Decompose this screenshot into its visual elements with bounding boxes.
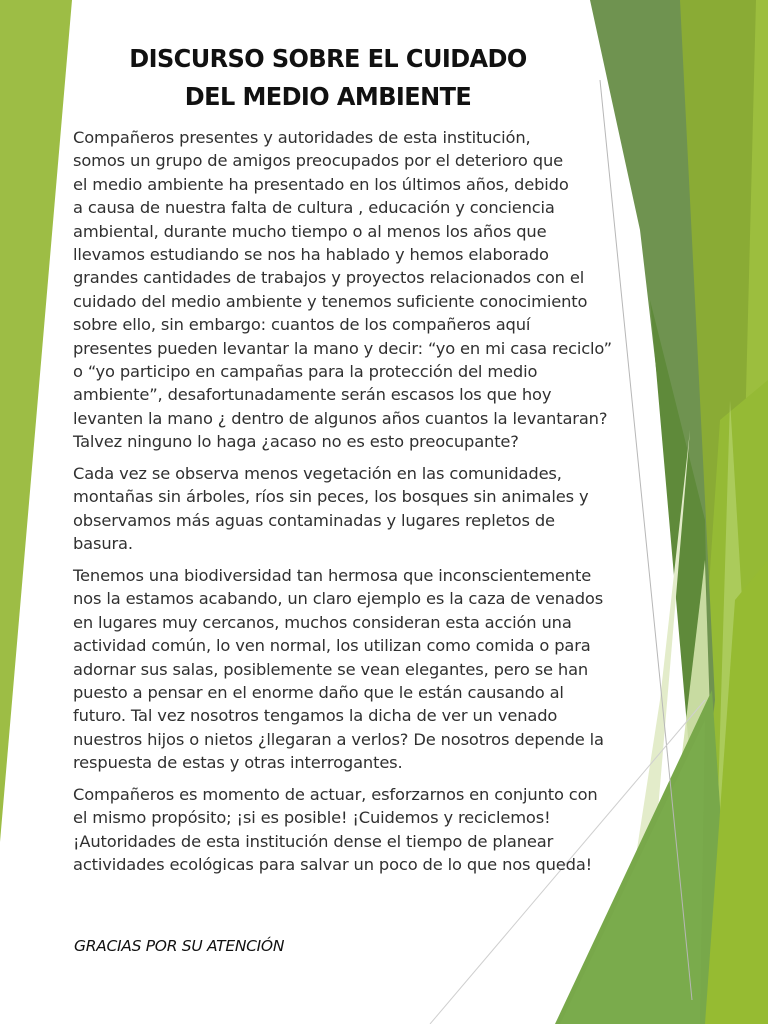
text-line: Compañeros presentes y autoridades de esta institución, — [73, 128, 531, 147]
text-line: sobre ello, sin embargo: cuantos de los compañeros aquí — [73, 315, 531, 335]
text-line: adornar sus salas, posiblemente se vean elegantes, pero se han — [73, 659, 589, 679]
paragraph-spacer — [73, 453, 612, 462]
text-line: ambiente”, desafortunadamente serán escasos los que hoy — [73, 385, 552, 405]
text-line: a causa de nuestra falta de cultura , educación y conciencia — [73, 198, 555, 218]
text-line: ambiental, durante mucho tiempo o al menos los años que — [73, 221, 547, 241]
left-green-band — [0, 0, 72, 842]
text-line: futuro. Tal vez nosotros tengamos la dicha de ver un venado — [73, 706, 558, 726]
document-title — [13, 40, 643, 116]
text-line: en lugares muy cercanos, muchos consideran esta acción una — [73, 612, 572, 632]
text-line: presentes pueden levantar la mano y decir: “yo en mi casa reciclo” — [73, 338, 612, 358]
text-line: Talvez ninguno lo haga ¿acaso no es esto preocupante? — [73, 432, 519, 452]
paragraph-spacer — [73, 775, 612, 784]
text-line: grandes cantidades de trabajos y proyectos relacionados con el — [73, 268, 585, 288]
text-line: basura. — [73, 534, 133, 554]
paragraph-3 — [73, 564, 612, 775]
text-line: actividades ecológicas para salvar un poco de lo que nos queda! — [73, 855, 593, 875]
text-line: observamos más aguas contaminadas y lugares repletos de — [73, 510, 555, 530]
paragraph-2 — [73, 462, 612, 556]
text-line: nuestros hijos o nietos ¿llegaran a verlos? De nosotros depende la — [73, 729, 604, 749]
text-line: ¡Autoridades de esta institución dense el tiempo de planear — [73, 831, 554, 851]
text-line: el medio ambiente ha presentado en los últimos años, debido — [73, 174, 569, 194]
text-line: levanten la mano ¿ dentro de algunos años cuantos la levantaran? — [73, 408, 608, 428]
text-line: Cada vez se observa menos vegetación en las comunidades, — [73, 463, 562, 483]
closing-thanks: GRACIAS POR SU ATENCIÓN — [74, 937, 285, 955]
text-line: cuidado del medio ambiente y tenemos suficiente conocimiento — [73, 291, 588, 311]
paragraph-spacer — [73, 556, 612, 565]
paragraph-4 — [73, 783, 612, 877]
text-line: somos un grupo de amigos preocupados por el deterioro que — [73, 151, 563, 171]
title-line-2: DEL MEDIO AMBIENTE — [184, 82, 472, 111]
speech-body — [73, 126, 612, 877]
text-line: actividad común, lo ven normal, los utilizan como comida o para — [73, 636, 591, 656]
title-line-1: DISCURSO SOBRE EL CUIDADO — [129, 44, 527, 73]
text-line: montañas sin árboles, ríos sin peces, los bosques sin animales y — [73, 487, 589, 507]
text-line: Compañeros es momento de actuar, esforzarnos en conjunto con — [73, 785, 598, 805]
text-line: llevamos estudiando se nos ha hablado y hemos elaborado — [73, 244, 549, 264]
text-line: el mismo propósito; ¡si es posible! ¡Cuidemos y reciclemos! — [73, 808, 551, 828]
text-line: o “yo participo en campañas para la protección del medio — [73, 361, 538, 381]
text-line: nos la estamos acabando, un claro ejemplo es la caza de venados — [73, 589, 604, 609]
text-line: respuesta de estas y otras interrogantes. — [73, 753, 403, 773]
text-line: puesto a pensar en el enorme daño que le están causando al — [73, 682, 564, 702]
text-line: Tenemos una biodiversidad tan hermosa que inconscientemente — [73, 566, 592, 586]
paragraph-1 — [73, 126, 612, 453]
